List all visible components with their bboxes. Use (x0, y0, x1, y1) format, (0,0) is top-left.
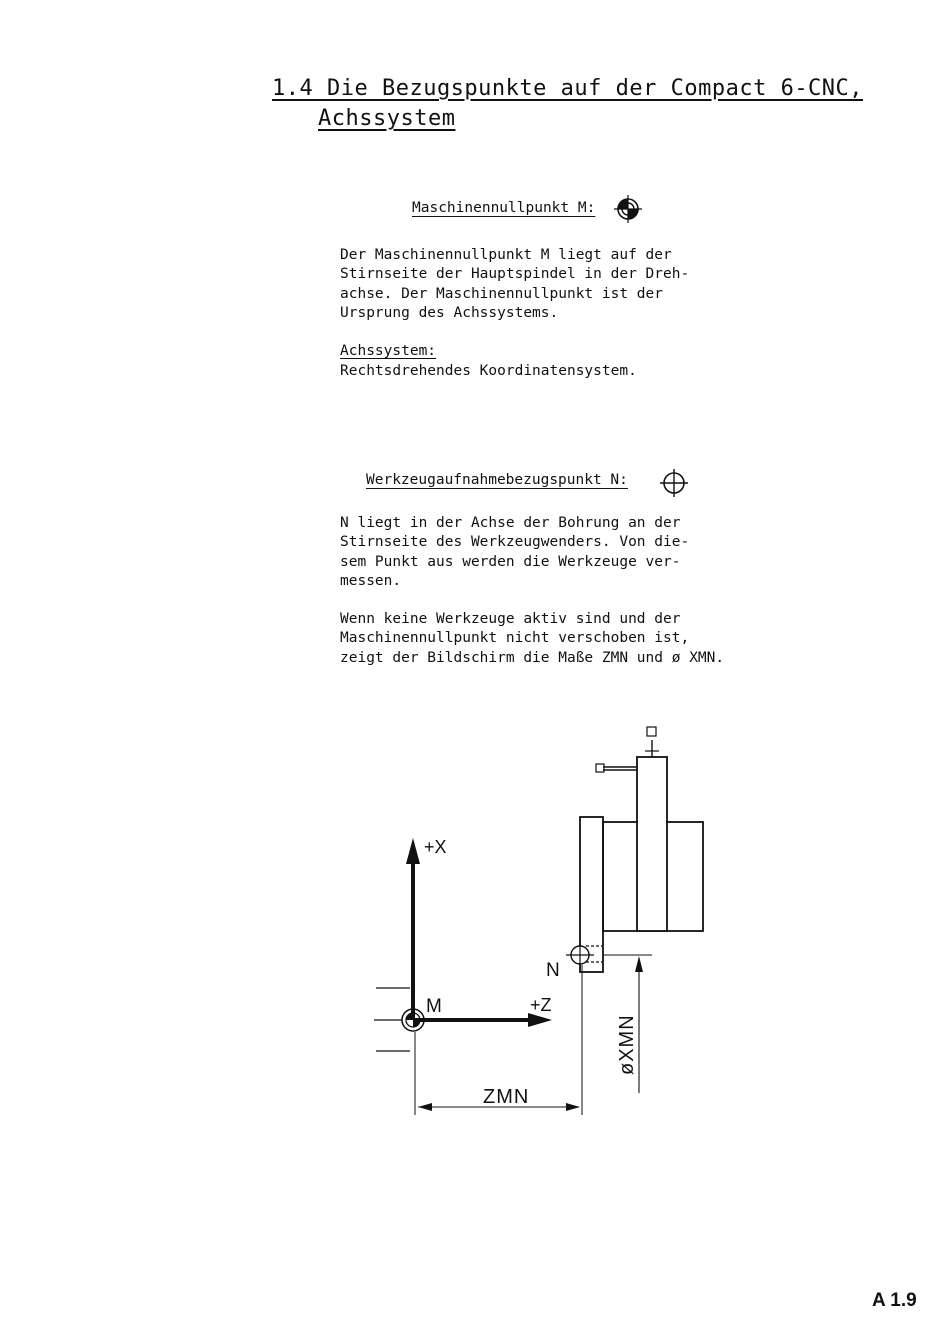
display-note: Wenn keine Werkzeuge aktiv sind und der Maschinennullpunkt nicht verschoben ist, zeigt der Bildschirm die Maße ZMN und ø XMN. (340, 611, 725, 666)
axis-system-description: Rechtsdrehendes Koordinatensystem. (340, 363, 637, 379)
label-plus-x: +X (424, 837, 447, 857)
x-axis-arrowhead (406, 838, 420, 864)
machine-zero-heading: Maschinennullpunkt M: (412, 200, 596, 216)
section-title-line2: Achssystem (318, 106, 456, 131)
label-zmn: ZMN (483, 1086, 530, 1108)
axis-system-heading: Achssystem: (340, 343, 437, 359)
page-number: A 1.9 (872, 1290, 917, 1311)
section-title: 1.4 Die Bezugspunkte auf der Compact 6-CNC, (272, 76, 864, 101)
label-m: M (426, 996, 442, 1017)
tool-reference-marker (566, 941, 594, 969)
label-plus-z: +Z (530, 995, 552, 1015)
turret-column (637, 757, 667, 931)
label-xmn: øXMN (616, 1014, 638, 1075)
z-axis-arrowhead (528, 1013, 552, 1027)
machine-zero-description: Der Maschinennullpunkt M liegt auf der Stirnseite der Hauptspindel in der Dreh- achse. Der Maschinennullpunkt ist der Ursprung des Achssystems. (340, 247, 690, 321)
tool-reference-description: N liegt in der Achse der Bohrung an der Stirnseite des Werkzeugwenders. Von die- sem Punkt aus werden die Werkzeuge ver- messen. (340, 515, 690, 589)
label-n: N (546, 960, 560, 981)
tool-reference-heading: Werkzeugaufnahmebezugspunkt N: (366, 472, 628, 488)
